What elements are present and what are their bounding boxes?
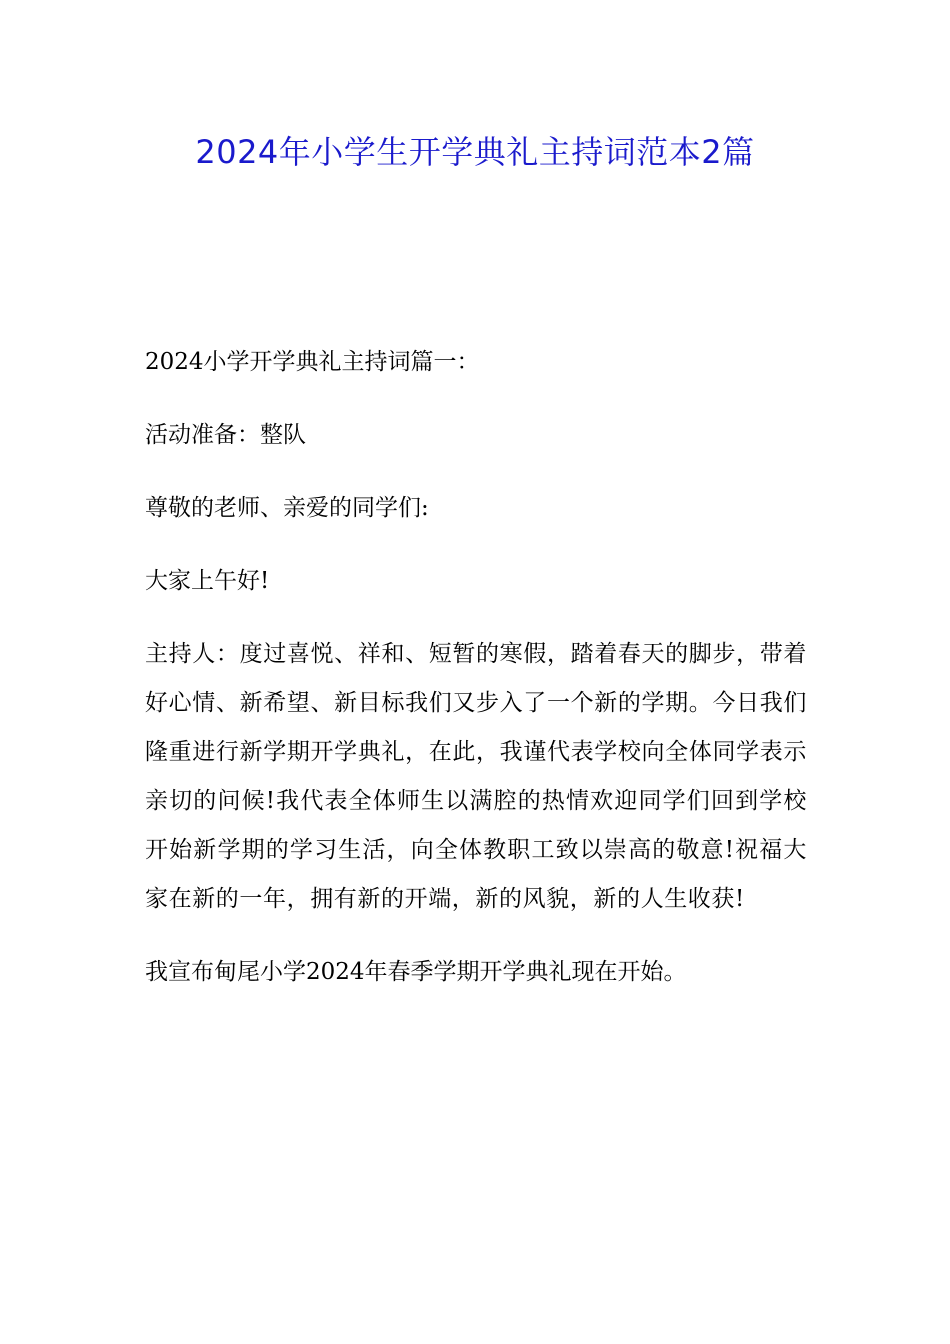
document-title: 2024年小学生开学典礼主持词范本2篇 — [195, 133, 755, 171]
paragraph-section-heading: 2024小学开学典礼主持词篇一： — [145, 349, 480, 375]
paragraph-activity-preparation: 活动准备：整队 — [145, 422, 306, 448]
paragraph-greeting: 大家上午好! — [145, 568, 270, 594]
paragraph-host-speech: 主持人：度过喜悦、祥和、短暂的寒假，踏着春天的脚步，带着好心情、新希望、新目标我们又步入了一个新的学期。今日我们隆重进行新学期开学典礼，在此，我谨代表学校向全体同学表示亲切的问候!我代表全体师生以满腔的热情欢迎同学们回到学校开始新学期的学习生活，向全体教职工致以崇高的敬意!祝福大家在新的一年，拥有新的开端，新的风貌，新的人生收获! — [145, 641, 807, 912]
paragraph-salutation: 尊敬的老师、亲爱的同学们: — [145, 495, 429, 521]
paragraph-announcement: 我宣布甸尾小学2024年春季学期开学典礼现在开始。 — [145, 959, 687, 985]
document-body — [145, 338, 807, 1021]
